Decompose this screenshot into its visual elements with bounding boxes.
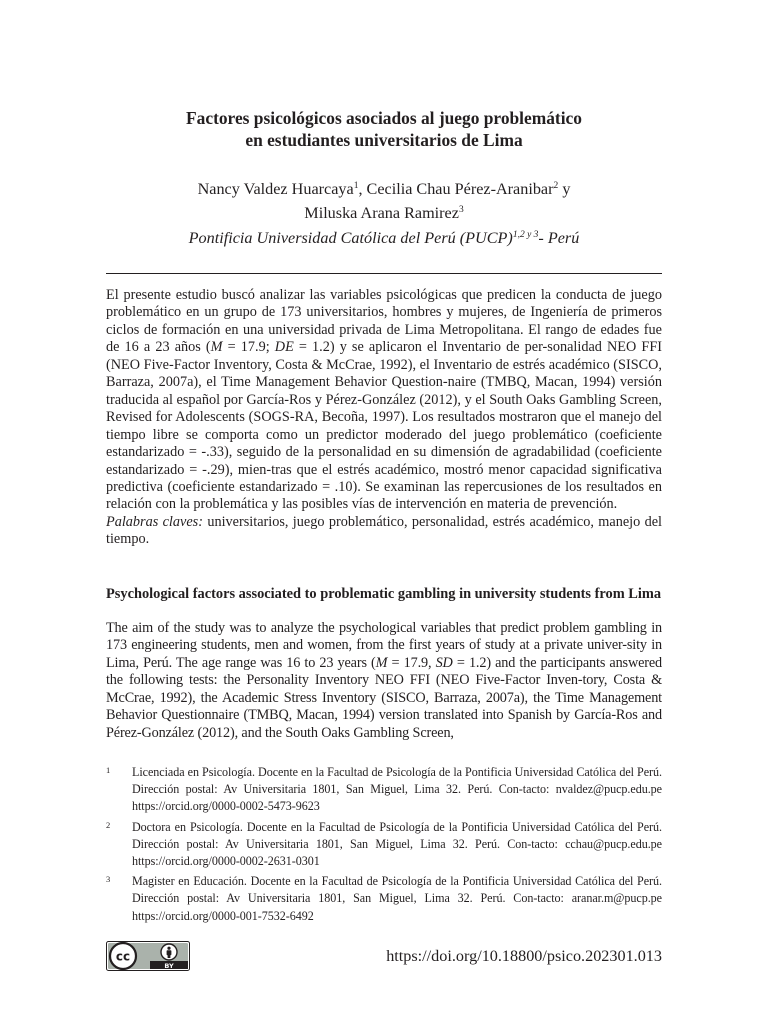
abstract-en-segment: tory, Costa & McCrae, 1992), the Academic Stress Inventory (SISCO, Barraza, 2007a), the Time Management Behavior Questionnaire (TMBQ, Macan, 1994) version translated into Spanish by García-Ros and Pérez-González (2012), and the South Oaks Gambling Screen, <box>106 672 662 741</box>
paper-page <box>106 0 662 1024</box>
footnote-text: Magister en Educación. Docente en la Facultad de Psicología de la Pontificia Universidad Católica del Perú. Dirección postal: Av Universitaria 1801, San Miguel, Lima 32. Perú. Con-tacto: aranar.m@pucp.pe https://orcid.org/0000-001-7532-6492 <box>132 874 662 923</box>
abstract-en-segment: sity in Lima, Perú. The age range was 16 to 23 years ( <box>106 637 663 671</box>
abstract-es-text <box>106 287 662 514</box>
author-separator: , <box>358 180 367 198</box>
footnote-number: 1 <box>106 765 111 775</box>
cc-license-badge <box>106 941 190 971</box>
author-affil-marker: 2 <box>553 181 559 191</box>
abstract-en-title: Psychological factors associated to problematic gambling in university students from Lima <box>106 586 662 602</box>
abstract-en <box>106 620 662 742</box>
abstract-es-segment: naire (TMBQ, Macan, 1994) versión traducida al español por García-Ros y Pérez-González (2012), y el South Oaks Gambling Screen, Revised for Adolescents (SOGS-RA, Becoña, 1997). Los resultados mostraron que el manejo del tiempo libre se comporta como un predictor moderado del juego problemático (coeficiente estandarizado = -.33), seguido de la personalidad en su dimensión de agradabilidad (coeficiente estandarizado = -.29), mien- <box>106 374 662 478</box>
abstract-es-segment: = 1.2) y se aplicaron el Inventario de per- <box>293 339 548 356</box>
abstract-en-segment: The aim of the study was to analyze the psychological variables that predict problem gambling in 173 engineering students, men and women, from the first years of study at a private univer- <box>106 620 662 654</box>
abstract-es-segment: tras que el estrés académico, mostró menor capacidad significativa predictiva (coeficiente estandarizado = .10). Se examinan las repercusiones de los resultados en relación con la problemática y las posibles vías de intervención en materia de prevención. <box>106 461 662 513</box>
footnote-1 <box>106 764 662 816</box>
keywords-es <box>106 514 662 549</box>
footnote-text: Licenciada en Psicología. Docente en la Facultad de Psicología de la Pontificia Universidad Católica del Perú. Dirección postal: Av Universitaria 1801, San Miguel, Lima 32. Perú. Con-tacto: nvaldez@pucp.edu.pe https://orcid.org/0000-0002-5473-9623 <box>132 765 662 814</box>
abstract-en-segment: = 1.2) and the participants answered the following tests: the Personality Inventory NEO FFI (NEO Five-Factor Inven- <box>106 654 663 689</box>
affiliation <box>106 226 662 250</box>
abstract-es-segment: sonalidad NEO FFI (NEO Five-Factor Inventory, Costa & McCrae, 1992), el Inventario de estrés académico (SISCO, Barraza, 2007a), el Time Management Behavior Question- <box>106 339 663 391</box>
affiliation-suffix: - Perú <box>538 229 580 247</box>
author-line-2 <box>106 201 662 225</box>
creative-commons-by-icon[interactable] <box>106 941 190 971</box>
header-divider <box>106 273 662 274</box>
abstract-en-segment: = 17.9, <box>387 654 436 671</box>
stat-label-de: DE <box>274 339 294 356</box>
paper-title <box>106 107 662 151</box>
author-affil-marker: 3 <box>458 205 464 215</box>
stat-label-m: M <box>375 654 388 671</box>
footnote-2 <box>106 819 662 871</box>
abstract-es-segment: = 17.9; <box>222 339 275 356</box>
author-name: Nancy Valdez Huarcaya <box>197 180 354 198</box>
cc-text: cc <box>115 949 131 964</box>
doi-link[interactable]: https://doi.org/10.18800/psico.202301.013 <box>386 947 662 965</box>
author-list <box>106 177 662 225</box>
stat-label-m: M <box>210 339 223 356</box>
keywords-label: Palabras claves: <box>106 513 203 530</box>
footnote-3 <box>106 873 662 925</box>
footnote-number: 2 <box>106 819 111 830</box>
author-line-1 <box>106 177 662 201</box>
author-name: Miluska Arana Ramirez <box>304 204 459 222</box>
abstract-es <box>106 287 662 549</box>
author-affil-marker: 1 <box>353 181 359 191</box>
paper-title-line-2: en estudiantes universitarios de Lima <box>245 130 523 150</box>
author-name: Cecilia Chau Pérez-Aranibar <box>366 180 554 198</box>
by-text: BY <box>164 961 174 970</box>
abstract-es-segment: El presente estudio buscó analizar las variables psicológicas que predicen la conducta de juego problemático en un grupo de 173 universitarios, hombres y mujeres, de Ingeniería de primeros ciclos de formación en una universidad privada de Lima Metropolitana. El rango de edades fue de 16 a 23 años ( <box>106 287 662 356</box>
paper-title-line-1: Factores psicológicos asociados al juego problemático <box>186 108 582 128</box>
footnote-number: 3 <box>106 874 111 885</box>
footnotes <box>106 764 662 928</box>
affiliation-name: Pontificia Universidad Católica del Perú (PUCP) <box>188 229 513 247</box>
author-separator: y <box>558 180 571 198</box>
stat-label-sd: SD <box>435 654 453 671</box>
affiliation-marker: 1,2 y 3 <box>512 230 539 240</box>
footnote-text: Doctora en Psicología. Docente en la Facultad de Psicología de la Pontificia Universidad Católica del Perú. Dirección postal: Av Universitaria 1801, San Miguel, Lima 32. Perú. Con-tacto: cchau@pucp.edu.pe https://orcid.org/0000-0002-2631-0301 <box>132 819 662 869</box>
keywords-list: universitarios, juego problemático, personalidad, estrés académico, manejo del tiempo. <box>106 513 662 548</box>
